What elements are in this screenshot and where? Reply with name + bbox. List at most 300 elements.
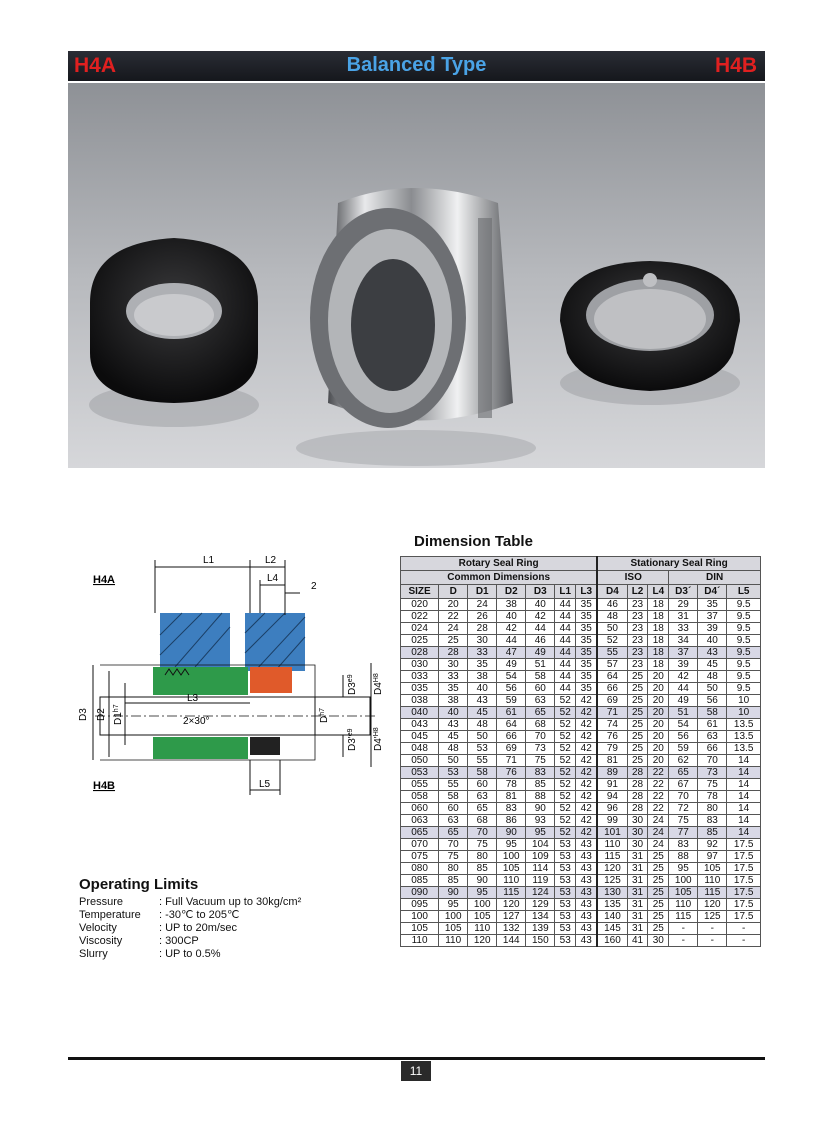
table-cell: 10: [727, 695, 761, 707]
table-cell: 114: [526, 863, 555, 875]
table-cell: 055: [401, 779, 439, 791]
table-cell: 024: [401, 623, 439, 635]
table-cell: 85: [526, 779, 555, 791]
table-cell: 28: [468, 623, 497, 635]
table-cell: 125: [597, 875, 627, 887]
table-cell: 90: [468, 875, 497, 887]
table-cell: 70: [439, 839, 468, 851]
housing-right: [245, 613, 305, 671]
table-row: [401, 719, 761, 731]
table-cell: 25: [627, 743, 648, 755]
table-cell: 68: [526, 719, 555, 731]
table-cell: 46: [526, 635, 555, 647]
table-cell: 54: [497, 671, 526, 683]
table-cell: 14: [727, 791, 761, 803]
table-cell: 31: [627, 911, 648, 923]
table-row: [401, 779, 761, 791]
table-cell: 83: [698, 815, 727, 827]
table-cell: 37: [669, 647, 698, 659]
table-cell: 42: [576, 815, 598, 827]
table-cell: 43: [698, 647, 727, 659]
dim-d4-prime: $D4'^{H8}$: [373, 727, 384, 751]
table-cell: 73: [698, 767, 727, 779]
table-cell: 88: [526, 791, 555, 803]
table-cell: -: [698, 935, 727, 947]
table-cell: 110: [401, 935, 439, 947]
table-cell: 52: [555, 731, 576, 743]
dim-d3: D3: [78, 708, 89, 721]
table-cell: 63: [526, 695, 555, 707]
table-cell: 23: [627, 635, 648, 647]
table-cell: 94: [597, 791, 627, 803]
table-cell: 095: [401, 899, 439, 911]
table-cell: 95: [439, 899, 468, 911]
banner-title: Balanced Type: [346, 54, 487, 76]
table-cell: 18: [648, 635, 669, 647]
table-cell: 68: [468, 815, 497, 827]
limit-value: : UP to 0.5%: [159, 948, 221, 960]
table-cell: 52: [555, 695, 576, 707]
table-cell: 18: [648, 647, 669, 659]
table-cell: 43: [576, 839, 598, 851]
dim-d1: $D1^{h7}$: [113, 704, 124, 725]
table-cell: 100: [497, 851, 526, 863]
table-cell: 96: [597, 803, 627, 815]
table-cell: 42: [576, 731, 598, 743]
table-cell: 58: [439, 791, 468, 803]
table-cell: 25: [439, 635, 468, 647]
table-cell: 53: [555, 923, 576, 935]
table-row: [401, 899, 761, 911]
table-cell: 035: [401, 683, 439, 695]
table-cell: 97: [698, 851, 727, 863]
table-cell: 29: [669, 599, 698, 611]
table-cell: 25: [627, 731, 648, 743]
table-cell: 42: [576, 695, 598, 707]
table-cell: 35: [576, 623, 598, 635]
table-cell: 31: [669, 611, 698, 623]
table-cell: 48: [597, 611, 627, 623]
table-cell: 85: [439, 875, 468, 887]
table-cell: 25: [627, 719, 648, 731]
table-cell: 75: [468, 839, 497, 851]
table-cell: 24: [439, 623, 468, 635]
table-cell: 127: [497, 911, 526, 923]
table-cell: 44: [526, 623, 555, 635]
footer-rule: [68, 1057, 765, 1060]
table-cell: 30: [648, 935, 669, 947]
table-cell: 51: [669, 707, 698, 719]
table-cell: 110: [597, 839, 627, 851]
table-cell: 35: [576, 611, 598, 623]
table-cell: 65: [526, 707, 555, 719]
table-cell: 24: [468, 599, 497, 611]
table-cell: 83: [526, 767, 555, 779]
table-cell: 81: [597, 755, 627, 767]
table-row: [401, 695, 761, 707]
table-cell: 85: [698, 827, 727, 839]
table-cell: 42: [576, 719, 598, 731]
table-cell: 14: [727, 779, 761, 791]
table-cell: 99: [597, 815, 627, 827]
operating-limits-title: Operating Limits: [79, 876, 199, 893]
table-cell: 80: [439, 863, 468, 875]
table-cell: 25: [627, 707, 648, 719]
table-cell: 35: [576, 599, 598, 611]
table-cell: 25: [648, 851, 669, 863]
group-stationary: Stationary Seal Ring: [597, 557, 760, 571]
table-cell: 49: [497, 659, 526, 671]
table-cell: 120: [698, 899, 727, 911]
table-cell: 25: [627, 755, 648, 767]
table-cell: 50: [698, 683, 727, 695]
column-header: L3: [576, 585, 598, 599]
table-cell: 22: [648, 767, 669, 779]
table-row: [401, 611, 761, 623]
seal-illustration: [68, 83, 765, 468]
table-cell: 66: [698, 743, 727, 755]
table-cell: 43: [576, 851, 598, 863]
table-cell: 31: [627, 923, 648, 935]
table-cell: 53: [555, 875, 576, 887]
table-cell: 53: [555, 899, 576, 911]
table-cell: 22: [648, 803, 669, 815]
table-cell: 52: [555, 803, 576, 815]
table-cell: 63: [439, 815, 468, 827]
table-cell: 78: [497, 779, 526, 791]
table-cell: 49: [526, 647, 555, 659]
table-cell: 132: [497, 923, 526, 935]
limit-label: Pressure: [79, 896, 124, 908]
table-cell: 25: [648, 887, 669, 899]
dim-l3: L3: [187, 693, 199, 704]
table-cell: 44: [555, 611, 576, 623]
table-cell: 71: [597, 707, 627, 719]
table-cell: 120: [597, 863, 627, 875]
table-cell: 30: [439, 659, 468, 671]
table-cell: 14: [727, 767, 761, 779]
table-cell: 105: [497, 863, 526, 875]
table-cell: 75: [526, 755, 555, 767]
table-cell: 100: [669, 875, 698, 887]
table-cell: 35: [576, 659, 598, 671]
table-row: [401, 911, 761, 923]
table-cell: 25: [648, 863, 669, 875]
table-cell: 37: [698, 611, 727, 623]
table-cell: 38: [497, 599, 526, 611]
table-cell: 28: [627, 779, 648, 791]
table-cell: 76: [597, 731, 627, 743]
table-cell: 56: [497, 683, 526, 695]
table-cell: 9.5: [727, 599, 761, 611]
table-cell: 043: [401, 719, 439, 731]
column-header: D: [439, 585, 468, 599]
table-cell: 100: [401, 911, 439, 923]
table-cell: 20: [648, 707, 669, 719]
table-cell: 45: [468, 707, 497, 719]
table-cell: 75: [698, 779, 727, 791]
table-cell: 063: [401, 815, 439, 827]
table-cell: 31: [627, 899, 648, 911]
table-cell: -: [669, 923, 698, 935]
table-cell: 74: [597, 719, 627, 731]
table-row: [401, 827, 761, 839]
table-cell: 23: [627, 599, 648, 611]
table-cell: 55: [439, 779, 468, 791]
table-row: [401, 815, 761, 827]
table-cell: 63: [468, 791, 497, 803]
table-cell: 88: [669, 851, 698, 863]
table-cell: 18: [648, 599, 669, 611]
table-cell: 139: [526, 923, 555, 935]
table-cell: 30: [627, 827, 648, 839]
table-cell: 028: [401, 647, 439, 659]
table-cell: 56: [669, 731, 698, 743]
product-photo: [68, 83, 765, 468]
table-cell: 35: [576, 635, 598, 647]
limit-value: : Full Vacuum up to 30kg/cm²: [159, 896, 302, 908]
table-cell: 39: [669, 659, 698, 671]
table-cell: 25: [627, 683, 648, 695]
table-cell: 83: [669, 839, 698, 851]
table-cell: 30: [627, 815, 648, 827]
table-cell: 23: [627, 647, 648, 659]
table-cell: 090: [401, 887, 439, 899]
dim-d4-upper: $D4^{H8}$: [373, 673, 384, 695]
table-cell: 48: [698, 671, 727, 683]
table-cell: 20: [648, 755, 669, 767]
table-cell: 69: [597, 695, 627, 707]
table-cell: 44: [669, 683, 698, 695]
group-iso: ISO: [597, 571, 668, 585]
table-cell: 9.5: [727, 623, 761, 635]
table-cell: 22: [648, 779, 669, 791]
table-cell: 18: [648, 659, 669, 671]
table-cell: 048: [401, 743, 439, 755]
table-cell: 42: [526, 611, 555, 623]
table-cell: 26: [468, 611, 497, 623]
title-banner: [68, 51, 765, 81]
table-row: [401, 767, 761, 779]
table-cell: 13.5: [727, 743, 761, 755]
table-cell: 105: [698, 863, 727, 875]
left-rubber-seat-icon: [89, 238, 259, 427]
table-cell: 120: [497, 899, 526, 911]
table-cell: 115: [497, 887, 526, 899]
table-cell: 18: [648, 611, 669, 623]
table-cell: 17.5: [727, 887, 761, 899]
table-cell: 52: [555, 827, 576, 839]
table-cell: -: [698, 923, 727, 935]
table-cell: 70: [526, 731, 555, 743]
table-cell: 69: [497, 743, 526, 755]
table-row: [401, 635, 761, 647]
table-cell: 35: [576, 683, 598, 695]
table-cell: 42: [576, 791, 598, 803]
table-cell: -: [669, 935, 698, 947]
table-cell: 20: [648, 671, 669, 683]
table-cell: 33: [439, 671, 468, 683]
table-cell: 040: [401, 707, 439, 719]
table-row: [401, 791, 761, 803]
table-cell: 52: [555, 743, 576, 755]
table-cell: 53: [555, 935, 576, 947]
table-cell: 59: [669, 743, 698, 755]
table-cell: 060: [401, 803, 439, 815]
table-cell: 144: [497, 935, 526, 947]
table-cell: 43: [576, 923, 598, 935]
table-cell: 71: [497, 755, 526, 767]
table-cell: 23: [627, 623, 648, 635]
table-row: [401, 851, 761, 863]
table-cell: 43: [468, 695, 497, 707]
table-cell: 70: [468, 827, 497, 839]
table-cell: 28: [627, 803, 648, 815]
table-cell: 35: [576, 647, 598, 659]
table-cell: 43: [576, 875, 598, 887]
table-cell: 55: [597, 647, 627, 659]
table-cell: 033: [401, 671, 439, 683]
table-cell: 57: [597, 659, 627, 671]
table-cell: 14: [727, 803, 761, 815]
table-cell: 80: [698, 803, 727, 815]
table-cell: 038: [401, 695, 439, 707]
label-h4b: H4B: [93, 780, 116, 792]
table-cell: 124: [526, 887, 555, 899]
table-cell: 80: [468, 851, 497, 863]
limit-label: Viscosity: [79, 935, 123, 947]
table-cell: 90: [497, 827, 526, 839]
table-cell: 70: [669, 791, 698, 803]
column-header-row: [401, 585, 761, 599]
table-cell: 9.5: [727, 659, 761, 671]
table-cell: 43: [576, 899, 598, 911]
table-cell: 45: [698, 659, 727, 671]
table-cell: 160: [597, 935, 627, 947]
table-cell: 31: [627, 875, 648, 887]
table-cell: 40: [468, 683, 497, 695]
table-cell: 025: [401, 635, 439, 647]
banner-left-model: H4A: [74, 54, 117, 77]
table-row: [401, 755, 761, 767]
table-cell: 76: [497, 767, 526, 779]
table-cell: 53: [555, 863, 576, 875]
rotary-seal-ring-lower: [153, 737, 248, 759]
column-header: D1: [468, 585, 497, 599]
table-cell: 38: [468, 671, 497, 683]
table-cell: 25: [648, 899, 669, 911]
table-cell: 64: [497, 719, 526, 731]
table-cell: 045: [401, 731, 439, 743]
table-row: [401, 743, 761, 755]
table-cell: 42: [576, 755, 598, 767]
table-cell: 25: [627, 695, 648, 707]
table-cell: 52: [555, 755, 576, 767]
table-cell: 44: [555, 623, 576, 635]
dim-d3-prime: $D3'^{e9}$: [347, 728, 358, 751]
dim-chamfer: 2×30°: [183, 716, 210, 727]
right-rubber-seat-icon: [560, 261, 740, 405]
table-cell: 35: [439, 683, 468, 695]
list-item: [79, 909, 301, 922]
table-cell: 60: [468, 779, 497, 791]
table-cell: 109: [526, 851, 555, 863]
table-cell: 134: [526, 911, 555, 923]
table-row: [401, 839, 761, 851]
table-cell: 53: [468, 743, 497, 755]
table-cell: 43: [576, 887, 598, 899]
table-cell: 120: [468, 935, 497, 947]
table-cell: 44: [555, 683, 576, 695]
limit-label: Slurry: [79, 948, 108, 960]
table-cell: 17.5: [727, 911, 761, 923]
list-item: [79, 935, 301, 948]
table-cell: 105: [669, 887, 698, 899]
table-cell: 101: [597, 827, 627, 839]
table-cell: 135: [597, 899, 627, 911]
table-cell: 110: [669, 899, 698, 911]
column-header: L2: [627, 585, 648, 599]
table-cell: 20: [439, 599, 468, 611]
table-cell: 20: [648, 719, 669, 731]
dimension-table-body: [401, 599, 761, 947]
table-cell: 125: [698, 911, 727, 923]
table-cell: 115: [669, 911, 698, 923]
table-cell: 40: [698, 635, 727, 647]
table-cell: 17.5: [727, 899, 761, 911]
table-row: [401, 875, 761, 887]
table-cell: 60: [439, 803, 468, 815]
table-cell: -: [727, 935, 761, 947]
table-cell: 28: [627, 767, 648, 779]
column-header: D3: [526, 585, 555, 599]
table-cell: 104: [526, 839, 555, 851]
table-cell: 65: [468, 803, 497, 815]
table-cell: 78: [698, 791, 727, 803]
table-cell: 100: [439, 911, 468, 923]
table-cell: 14: [727, 755, 761, 767]
table-cell: 59: [497, 695, 526, 707]
table-cell: 10: [727, 707, 761, 719]
table-row: [401, 659, 761, 671]
table-cell: 20: [648, 695, 669, 707]
column-header: L5: [727, 585, 761, 599]
column-header: D3´: [669, 585, 698, 599]
table-cell: 030: [401, 659, 439, 671]
table-cell: 30: [627, 839, 648, 851]
table-cell: 130: [597, 887, 627, 899]
table-cell: 52: [555, 719, 576, 731]
table-cell: 75: [439, 851, 468, 863]
table-cell: 25: [648, 911, 669, 923]
table-cell: 52: [555, 767, 576, 779]
table-cell: 38: [439, 695, 468, 707]
table-cell: 65: [439, 827, 468, 839]
table-cell: 020: [401, 599, 439, 611]
table-cell: 35: [468, 659, 497, 671]
table-cell: -: [727, 923, 761, 935]
group-din: DIN: [669, 571, 761, 585]
table-row: [401, 623, 761, 635]
table-cell: 31: [627, 863, 648, 875]
table-cell: 050: [401, 755, 439, 767]
limit-value: : -30℃ to 205℃: [159, 909, 240, 921]
table-cell: 90: [439, 887, 468, 899]
housing-left: [160, 613, 230, 667]
table-cell: 61: [497, 707, 526, 719]
table-cell: 105: [439, 923, 468, 935]
column-header: D4: [597, 585, 627, 599]
